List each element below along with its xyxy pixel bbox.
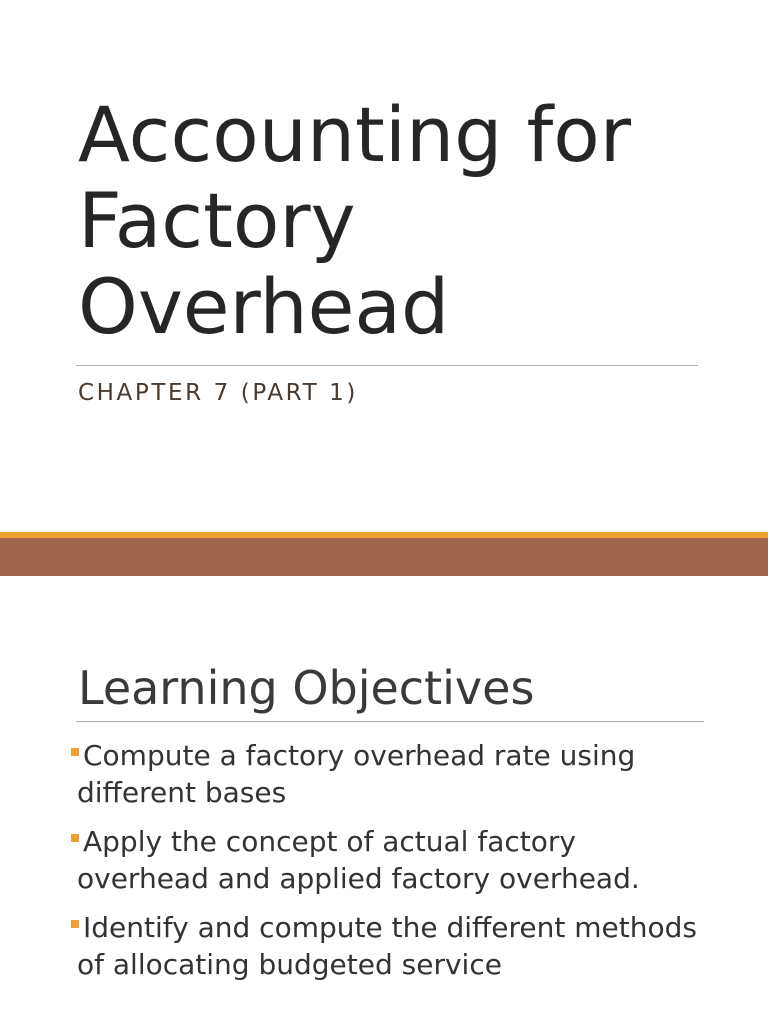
slide-subtitle: CHAPTER 7 (PART 1) xyxy=(78,380,358,406)
objectives-slide xyxy=(0,576,768,1024)
slide-separator-band xyxy=(0,538,768,576)
orange-square-bullet-icon xyxy=(71,834,79,842)
objectives-list xyxy=(70,737,710,995)
slide-title: Accounting for Factory Overhead xyxy=(78,90,632,351)
orange-square-bullet-icon xyxy=(71,748,79,756)
title-divider xyxy=(76,365,698,366)
list-item-text: Compute a factory overhead rate using different bases xyxy=(77,739,636,809)
heading-divider xyxy=(76,721,704,722)
list-item-text: Identify and compute the different methods of allocating budgeted service xyxy=(77,911,697,981)
list-item xyxy=(70,823,710,897)
list-item xyxy=(70,737,710,811)
list-item-text: Apply the concept of actual factory overhead and applied factory overhead. xyxy=(77,825,640,895)
orange-square-bullet-icon xyxy=(71,920,79,928)
list-item xyxy=(70,909,710,983)
slide-heading: Learning Objectives xyxy=(78,661,535,715)
